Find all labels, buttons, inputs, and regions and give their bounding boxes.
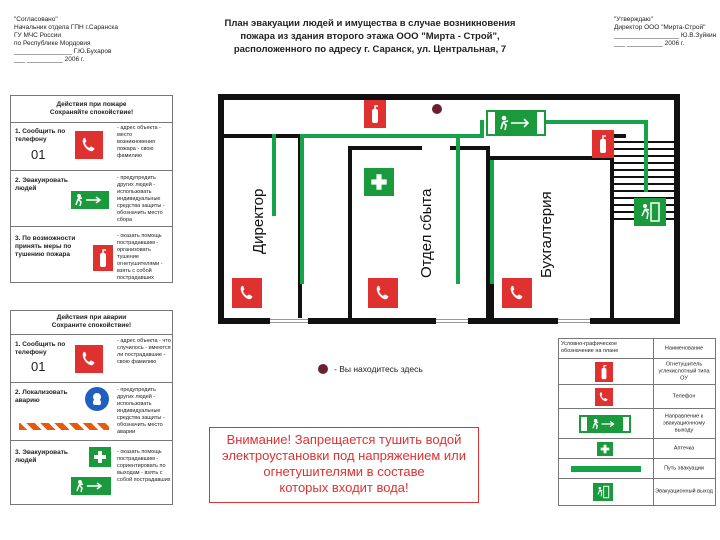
- wall-interior: [348, 146, 352, 318]
- accident-step3-desc: - оказать помощь пострадавшим - сориентировать по выходам - взять с собой пострадавших: [117, 449, 171, 483]
- you-are-here-marker: [432, 104, 442, 114]
- evacuation-route: [644, 120, 648, 192]
- evacuation-exit-icon: [593, 483, 613, 501]
- approval-right-line: Директор ООО "Мирта-Строй": [614, 24, 706, 31]
- fire-extinguisher-icon: [364, 100, 386, 128]
- accident-step1-number: 01: [31, 359, 46, 374]
- legend-item-text: Направление к эвакуационному выходу: [663, 413, 705, 433]
- direction-to-exit-icon: [579, 415, 631, 433]
- wall-interior: [348, 146, 422, 150]
- wall-bottom-1: [218, 318, 270, 324]
- wall-bottom-2: [308, 318, 436, 324]
- approval-right-line: "Утверждаю": [614, 16, 653, 23]
- legend-header: [559, 339, 715, 359]
- warning-line: которых входит вода!: [279, 480, 409, 495]
- legend-item-text: Огнетушитель углекислотный типа ОУ: [658, 361, 710, 381]
- legend-item-text: Телефон: [672, 393, 696, 399]
- evacuation-route: [546, 120, 646, 124]
- approval-left: [14, 16, 164, 64]
- first-aid-icon: [597, 442, 613, 456]
- room-label-sales: Отдел сбыта: [418, 188, 435, 278]
- warning-line: электроустановки под напряжением или: [221, 448, 467, 463]
- fire-step1-label: 1. Сообщить по телефону: [15, 128, 66, 143]
- evacuation-route: [490, 160, 494, 284]
- fire-step2-label: 2. Эвакуировать людей: [15, 177, 68, 192]
- accident-title-line: Сохраните спокойствие!: [51, 322, 132, 329]
- respirator-icon: [85, 387, 109, 411]
- approval-right: [614, 16, 718, 48]
- accident-step-1: [11, 335, 172, 383]
- approval-right-line: __________________ Ю.В.Зуйкин: [614, 32, 717, 39]
- accident-actions-title: [11, 311, 172, 335]
- legend-row-route: [559, 459, 715, 479]
- approval-left-line: Начальник отдела ГПН г.Саранска: [14, 24, 118, 31]
- title-line: пожара из здания второго этажа ООО "Мирта - Строй",: [240, 31, 500, 42]
- title-line: расположенного по адресу г. Саранск, ул. Центральная, 7: [233, 44, 507, 55]
- fire-actions-title: [11, 96, 172, 123]
- approval-left-line: ГУ МЧС России: [14, 32, 62, 39]
- approval-left-line: ___ __________ 2006 г.: [14, 56, 85, 63]
- legend-item-text: Аптечка: [673, 445, 695, 451]
- first-aid-icon: [364, 168, 394, 196]
- phone-icon: [368, 278, 398, 308]
- evacuation-route: [272, 134, 276, 216]
- window: [436, 319, 468, 323]
- phone-icon: [595, 388, 613, 406]
- accident-step2-label: 2. Локализовать аварию: [15, 389, 68, 404]
- wall-bottom-3: [468, 318, 558, 324]
- fire-title-line: Сохраняйте спокойствие!: [49, 109, 134, 116]
- legend-row-phone: [559, 385, 715, 409]
- accident-step2-desc: - предупредить других людей - использовать индивидуальные средства защиты - обозначить место аварии: [117, 387, 165, 435]
- title-line: План эвакуации людей и имущества в случае возникновения: [224, 18, 516, 29]
- window: [558, 319, 590, 323]
- evacuation-exit-icon: [634, 198, 666, 226]
- phone-icon: [502, 278, 532, 308]
- wall-left: [218, 94, 224, 324]
- window: [270, 319, 308, 323]
- evacuation-route: [456, 134, 460, 284]
- fire-actions-panel: [10, 95, 173, 283]
- legend-row-direction: [559, 409, 715, 439]
- evacuation-exit-icon: [71, 477, 111, 495]
- wall-interior: [224, 134, 298, 138]
- accident-step1-label: 1. Сообщить по телефону: [15, 341, 66, 356]
- warning-line: Внимание! Запрещается тушить водой: [226, 432, 462, 447]
- room-label-accounting: Бухгалтерия: [538, 191, 555, 278]
- fire-extinguisher-icon: [592, 130, 614, 158]
- floor-plan: [218, 94, 680, 324]
- accident-step1-desc: - адрес объекта - что случилось - имеются ли пострадавшие - свою фамилию: [117, 338, 171, 365]
- legend-item-text: Эвакуационный выход: [655, 488, 713, 495]
- accident-actions-panel: [10, 310, 173, 505]
- plan-title: [200, 17, 540, 56]
- legend-header-symbol: Условно-графическое обозначение на плане: [561, 341, 619, 354]
- approval-left-line: ________________ Г.Ю.Бухаров: [14, 48, 112, 55]
- you-are-here-legend: - Вы находитесь здесь: [334, 364, 423, 374]
- accident-title-line: Действия при аварии: [56, 314, 127, 321]
- evacuation-exit-icon: [71, 191, 109, 209]
- wall-right: [674, 94, 680, 324]
- legend-row-extinguisher: [559, 359, 715, 385]
- evacuation-route-swatch: [571, 466, 641, 472]
- phone-icon: [75, 131, 103, 159]
- approval-left-line: "Согласовано": [14, 16, 58, 23]
- legend-row-exit: [559, 479, 715, 505]
- fire-extinguisher-icon: [595, 362, 613, 382]
- warning-box: [209, 427, 479, 503]
- legend-table: [558, 338, 716, 506]
- fire-title-line: Действия при пожаре: [56, 101, 127, 108]
- accident-step-2: [11, 383, 172, 441]
- evacuation-route: [480, 120, 484, 138]
- legend-item-text: Путь эвакуации: [664, 465, 704, 471]
- fire-step1-desc: - адрес объекта - место возникновения пожара - свою фамилию: [117, 125, 161, 159]
- you-are-here-legend-dot: [318, 364, 328, 374]
- fire-step3-label: 3. По возможности принять меры по тушению пожара: [15, 235, 76, 258]
- accident-step-3: [11, 441, 172, 505]
- evacuation-route: [300, 134, 304, 284]
- phone-icon: [75, 345, 103, 373]
- wall-bottom-4: [590, 318, 680, 324]
- fire-step2-desc: - предупредить других людей - использовать индивидуальные средства защиты - обозначить место сбора: [117, 175, 165, 223]
- phone-icon: [232, 278, 262, 308]
- fire-step3-desc: - оказать помощь пострадавшим - организовать тушение огнетушителями - взять с собой пострадавших: [117, 233, 163, 281]
- legend-header-name: Наименование: [664, 345, 704, 351]
- fire-step-2: [11, 171, 172, 227]
- legend-row-first-aid: [559, 439, 715, 459]
- fire-extinguisher-icon: [93, 245, 113, 271]
- fire-step1-number: 01: [31, 147, 46, 162]
- first-aid-icon: [89, 447, 111, 467]
- approval-right-line: ___ __________ 2006 г.: [614, 40, 685, 47]
- hazard-stripe-icon: [19, 423, 109, 430]
- fire-step-1: [11, 123, 172, 171]
- warning-line: огнетушителями в составе: [263, 464, 425, 479]
- fire-step-3: [11, 227, 172, 283]
- accident-step3-label: 3. Эвакуировать людей: [15, 449, 68, 464]
- evacuation-route: [300, 134, 480, 138]
- wall-top: [218, 94, 680, 100]
- approval-left-line: по Республике Мордовия: [14, 40, 91, 47]
- direction-to-exit-icon: [486, 110, 546, 136]
- room-label-director: Директор: [250, 188, 267, 254]
